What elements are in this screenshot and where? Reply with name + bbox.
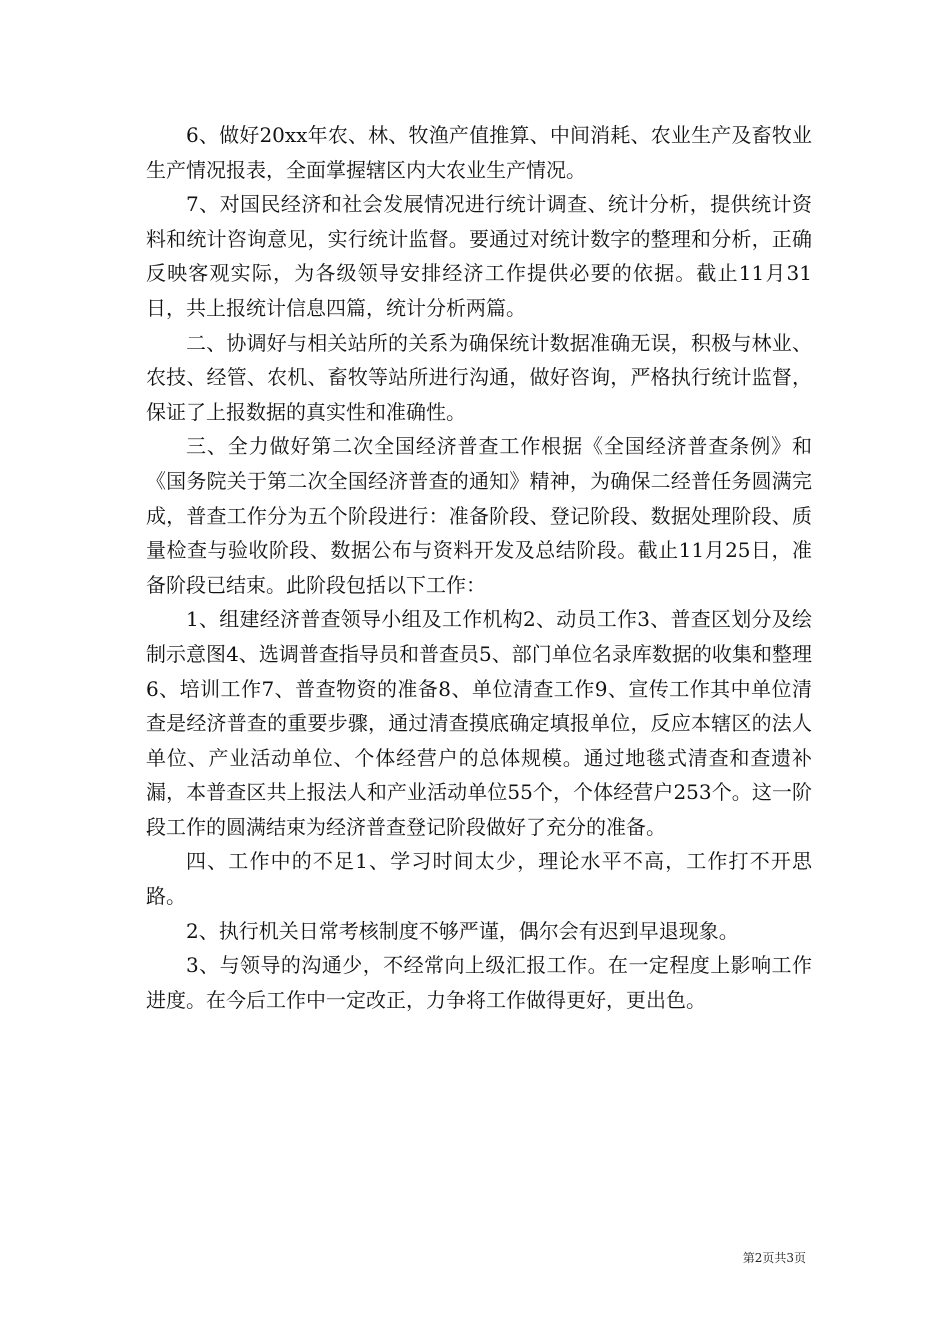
paragraph-census-tasks: 1、组建经济普查领导小组及工作机构2、动员工作3、普查区划分及绘制示意图4、选调普查指导员和普查员5、部门单位名录库数据的收集和整理6、培训工作7、普查物资的准备8、单位清查工作9、宣传工作其中单位清查是经济普查的重要步骤，通过清查摸底确定填报单位，反应本辖区的法人单位、产业活动单位、个体经营户的总体规模。通过地毯式清查和查遗补漏，本普查区共上报法人和产业活动单位55个，个体经营户253个。这一阶段工作的圆满结束为经济普查登记阶段做好了充分的准备。 xyxy=(146,607,812,839)
page-number-label: 第2页共3页 xyxy=(742,1251,806,1265)
paragraph-shortcoming-2: 2、执行机关日常考核制度不够严谨，偶尔会有迟到早退现象。 xyxy=(186,918,739,943)
paragraph-section-3: 三、全力做好第二次全国经济普查工作根据《全国经济普查条例》和《国务院关于第二次全国经济普查的通知》精神，为确保二经普任务圆满完成，普查工作分为五个阶段进行：准备阶段、登记阶段、数据处理阶段、质量检查与验收阶段、数据公布与资料开发及总结阶段。截止11月25日，准备阶段已结束。此阶段包括以下工作： xyxy=(146,434,812,597)
document-body xyxy=(146,118,812,1017)
page-number-footer xyxy=(743,1249,806,1266)
paragraph-item-7: 7、对国民经济和社会发展情况进行统计调查、统计分析，提供统计资料和统计咨询意见，实行统计监督。要通过对统计数字的整理和分析，正确反映客观实际，为各级领导安排经济工作提供必要的依据。截止11月31日，共上报统计信息四篇，统计分析两篇。 xyxy=(146,192,812,320)
paragraph-item-6: 6、做好20xx年农、林、牧渔产值推算、中间消耗、农业生产及畜牧业生产情况报表，全面掌握辖区内大农业生产情况。 xyxy=(146,123,812,182)
paragraph-shortcoming-3: 3、与领导的沟通少，不经常向上级汇报工作。在一定程度上影响工作进度。在今后工作中一定改正，力争将工作做得更好，更出色。 xyxy=(146,953,812,1012)
paragraph-section-4: 四、工作中的不足1、学习时间太少，理论水平不高，工作打不开思路。 xyxy=(146,849,812,909)
paragraph-section-2: 二、协调好与相关站所的关系为确保统计数据准确无误，积极与林业、农技、经管、农机、畜牧等站所进行沟通，做好咨询，严格执行统计监督，保证了上报数据的真实性和准确性。 xyxy=(146,330,812,424)
